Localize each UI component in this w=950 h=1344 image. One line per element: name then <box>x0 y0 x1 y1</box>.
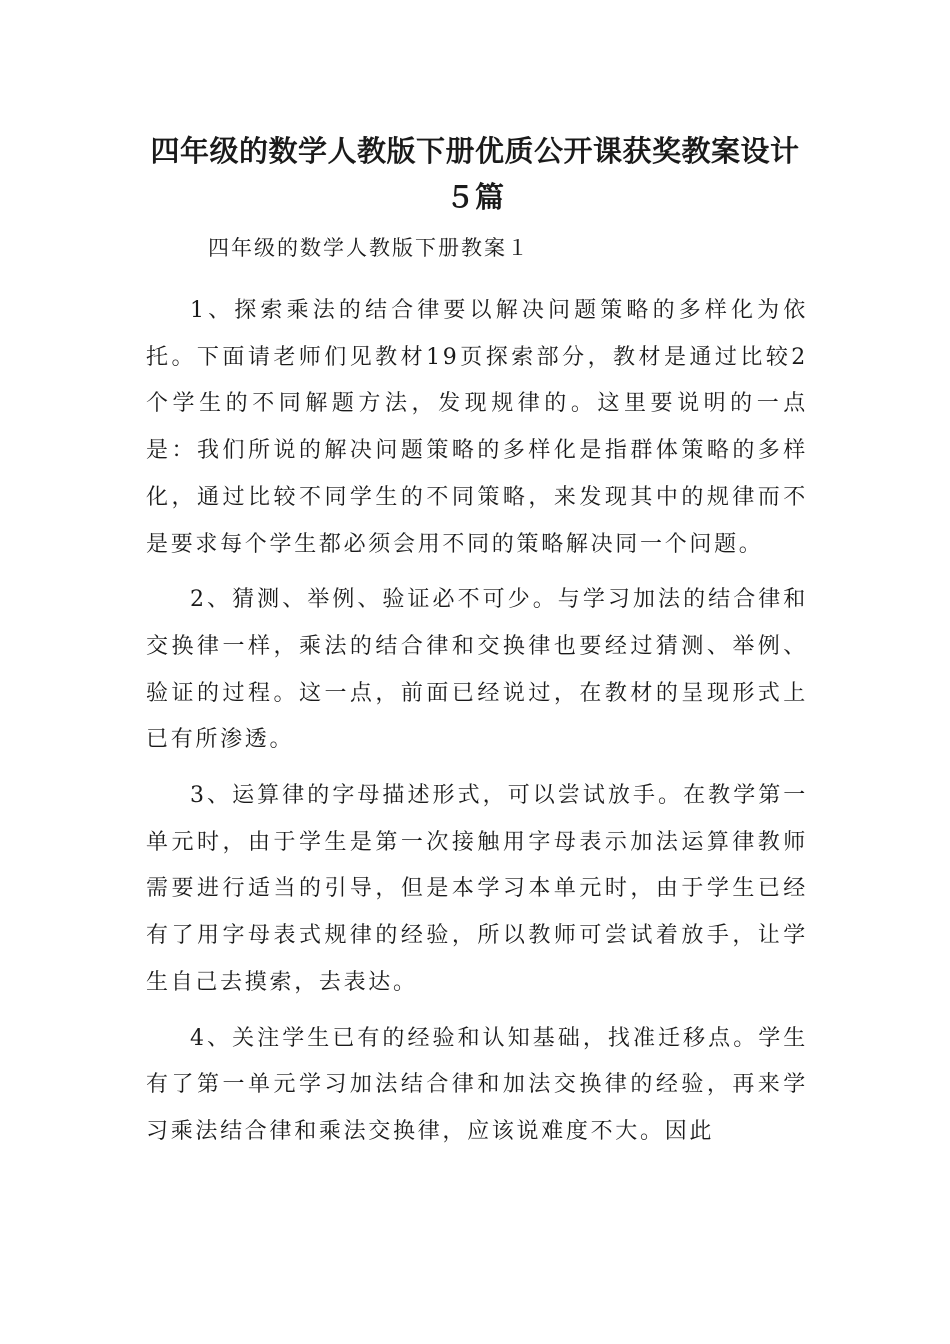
paragraph-2: 2、猜测、举例、验证必不可少。与学习加法的结合律和交换律一样，乘法的结合律和交换律也要经过猜测、举例、验证的过程。这一点，前面已经说过，在教材的呈现形式上已有所渗透。 <box>146 587 808 753</box>
paragraph-3: 3、运算律的字母描述形式，可以尝试放手。在教学第一单元时，由于学生是第一次接触用字母表示加法运算律教师需要进行适当的引导，但是本学习本单元时，由于学生已经有了用字母表式规律的经验，所以教师可尝试着放手，让学生自己去摸索，去表达。 <box>146 783 808 995</box>
document-title: 四年级的数学人教版下册优质公开课获奖教案设计５篇 <box>150 134 800 214</box>
paragraph-4: 4、关注学生已有的经验和认知基础，找准迁移点。学生有了第一单元学习加法结合律和加法交换律的经验，再来学习乘法结合律和乘法交换律，应该说难度不大。因此 <box>146 1025 808 1144</box>
document-subtitle: 四年级的数学人教版下册教案１ <box>208 236 530 260</box>
paragraph-1: 1、探索乘法的结合律要以解决问题策略的多样化为依托。下面请老师们见教材19页探索部分，教材是通过比较2个学生的不同解题方法，发现规律的。这里要说明的一点是：我们所说的解决问题策略的多样化是指群体策略的多样化，通过比较不同学生的不同策略，来发现其中的规律而不是要求每个学生都必须会用不同的策略解决同一个问题。 <box>146 298 808 557</box>
document-body <box>146 288 808 1165</box>
